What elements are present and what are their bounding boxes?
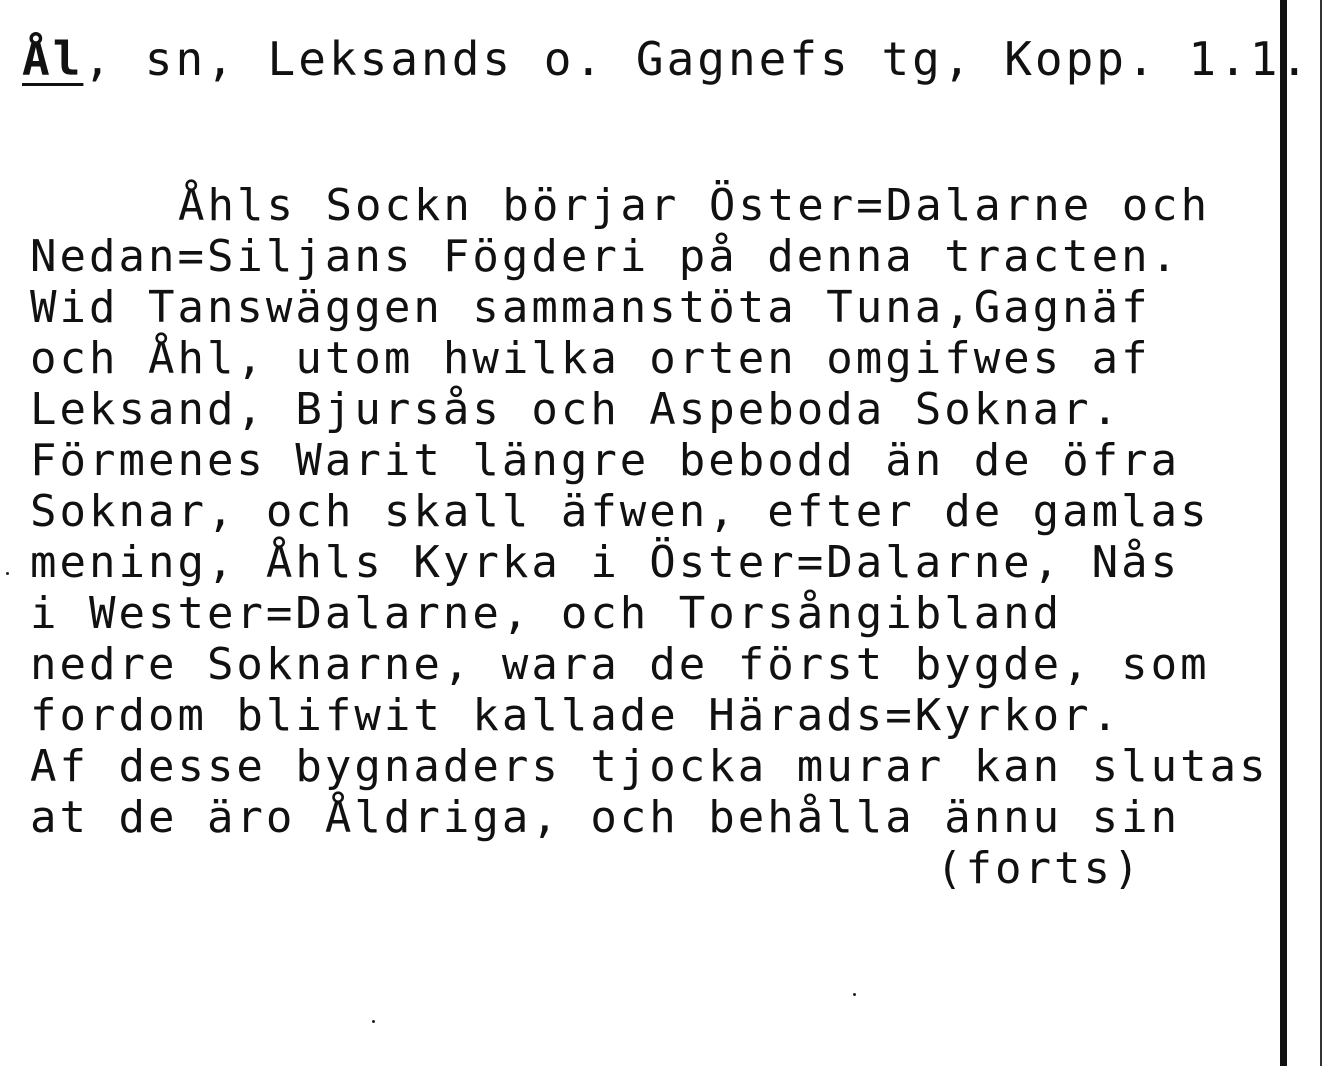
transcribed-text	[30, 180, 1300, 843]
text-line: Soknar, och skall äfwen, efter de gamlas	[30, 486, 1210, 537]
text-line: fordom blifwit kallade Härads=Kyrkor.	[30, 690, 1122, 741]
text-line: Wid Tanswäggen sammanstöta Tuna,Gagnäf	[30, 282, 1151, 333]
scan-speck	[853, 993, 856, 996]
text-line: Åhls Sockn börjar Öster=Dalarne och	[178, 180, 1211, 231]
heading-details: , sn, Leksands o. Gagnefs tg, Kopp. 1.1.	[83, 32, 1312, 86]
parish-name: Ål	[22, 32, 84, 86]
scan-speck	[372, 1020, 375, 1023]
text-line: mening, Åhls Kyrka i Öster=Dalarne, Nås	[30, 537, 1181, 588]
text-line: Nedan=Siljans Fögderi på denna tracten.	[30, 231, 1181, 282]
text-line: i Wester=Dalarne, och Torsångibland	[30, 588, 1063, 639]
text-line: och Åhl, utom hwilka orten omgifwes af	[30, 333, 1151, 384]
text-line: Leksand, Bjursås och Aspeboda Soknar.	[30, 384, 1122, 435]
scan-speck	[6, 572, 9, 575]
text-line: nedre Soknarne, wara de först bygde, som	[30, 639, 1210, 690]
card-heading	[22, 32, 1312, 86]
card-edge-shadow	[1320, 0, 1322, 1066]
text-line: Af desse bygnaders tjocka murar kan slutas	[30, 741, 1269, 792]
text-line: at de äro Åldriga, och behålla ännu sin	[30, 792, 1181, 843]
continued-marker: (forts)	[936, 843, 1143, 894]
text-line: Förmenes Warit längre bebodd än de öfra	[30, 435, 1181, 486]
